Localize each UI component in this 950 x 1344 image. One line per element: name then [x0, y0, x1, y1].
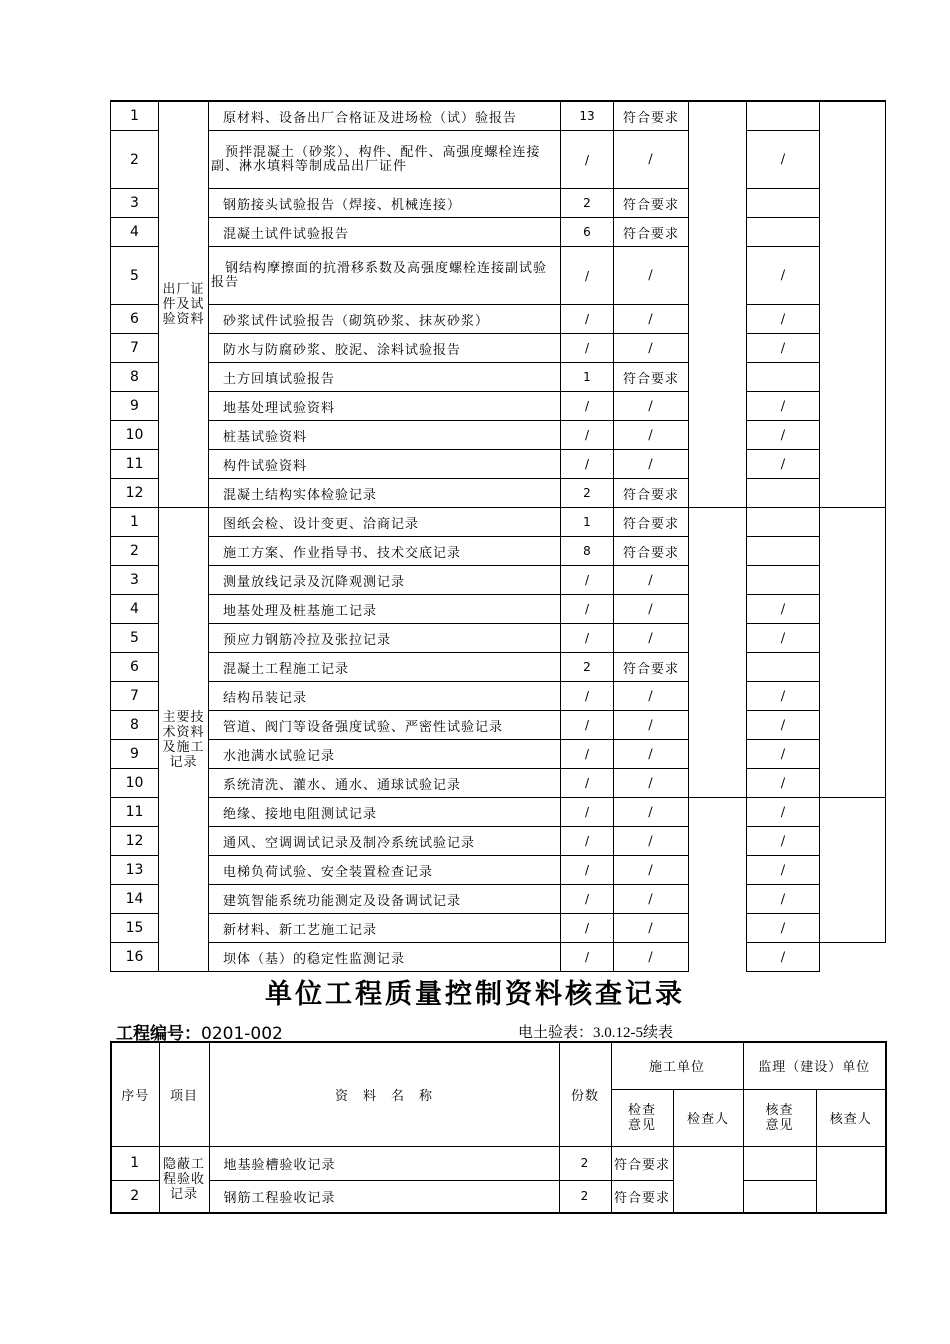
- checker-cell: [689, 392, 747, 421]
- table-row: [111, 769, 886, 798]
- row-name: 混凝土试件试验报告: [209, 218, 561, 247]
- checker-cell: [689, 421, 747, 450]
- row-name: 砂浆试件试验报告（砌筑砂浆、抹灰砂浆）: [209, 305, 561, 334]
- reviewer-cell: [820, 334, 886, 363]
- row-name: 土方回填试验报告: [209, 363, 561, 392]
- row-check: /: [747, 798, 820, 827]
- header-review-opinion: [743, 1089, 816, 1146]
- row-check: /: [747, 711, 820, 740]
- row-name: 构件试验资料: [209, 450, 561, 479]
- row-result: /: [614, 566, 689, 595]
- row-count: 2: [559, 1180, 611, 1213]
- row-check: /: [747, 914, 820, 943]
- row-result: 符合要求: [611, 1180, 673, 1213]
- row-result: /: [614, 798, 689, 827]
- reviewer-cell: [820, 101, 886, 131]
- checker-cell: [689, 189, 747, 218]
- row-check: /: [747, 740, 820, 769]
- row-result: /: [614, 769, 689, 798]
- reviewer-cell: [816, 1146, 886, 1213]
- row-check: [747, 537, 820, 566]
- table-row: [111, 392, 886, 421]
- table-row: [111, 624, 886, 653]
- row-no: 11: [111, 450, 159, 479]
- row-check: /: [747, 305, 820, 334]
- row-name: 原材料、设备出厂合格证及进场检（试）验报告: [209, 101, 561, 131]
- row-result: /: [614, 450, 689, 479]
- header-checker: 检查人: [673, 1089, 743, 1146]
- row-check: /: [747, 827, 820, 856]
- row-count: /: [561, 856, 614, 885]
- row-check: [747, 363, 820, 392]
- row-no: 1: [111, 1146, 159, 1180]
- row-no: 8: [111, 711, 159, 740]
- row-no: 9: [111, 740, 159, 769]
- checker-cell: [689, 740, 747, 769]
- checker-cell: [689, 334, 747, 363]
- row-no: 7: [111, 334, 159, 363]
- row-check: [747, 218, 820, 247]
- row-result: /: [614, 247, 689, 305]
- row-no: 2: [111, 537, 159, 566]
- project-code: 0201-002: [201, 1024, 283, 1044]
- table-row: [111, 943, 886, 972]
- table-row: [111, 1180, 886, 1213]
- row-name: 结构吊装记录: [209, 682, 561, 711]
- row-name: 桩基试验资料: [209, 421, 561, 450]
- table-row: [111, 711, 886, 740]
- row-result: 符合要求: [614, 218, 689, 247]
- row-name: 通风、空调调试记录及制冷系统试验记录: [209, 827, 561, 856]
- table-row: [111, 595, 886, 624]
- row-count: /: [561, 827, 614, 856]
- row-check: [747, 101, 820, 131]
- checker-cell: [689, 827, 747, 856]
- reviewer-cell: [820, 856, 886, 885]
- row-no: 11: [111, 798, 159, 827]
- table-row: [111, 508, 886, 537]
- header-check-opinion-text: 检查意见: [627, 1102, 656, 1133]
- row-no: 2: [111, 131, 159, 189]
- row-check: /: [747, 624, 820, 653]
- row-check: [747, 189, 820, 218]
- row-result: /: [614, 914, 689, 943]
- row-no: 10: [111, 421, 159, 450]
- project-label: 工程编号：: [116, 1024, 201, 1044]
- row-check: /: [747, 682, 820, 711]
- table-row: [111, 218, 886, 247]
- checker-cell: [689, 682, 747, 711]
- reviewer-cell: [820, 421, 886, 450]
- row-no: 2: [111, 1180, 159, 1213]
- row-count: /: [561, 798, 614, 827]
- row-name: 测量放线记录及沉降观测记录: [209, 566, 561, 595]
- header-reviewer: 核查人: [816, 1089, 886, 1146]
- row-count: 8: [561, 537, 614, 566]
- row-count: 6: [561, 218, 614, 247]
- reviewer-cell: [820, 914, 886, 943]
- row-check: /: [747, 131, 820, 189]
- checker-cell: [673, 1146, 743, 1213]
- row-result: /: [614, 305, 689, 334]
- row-result: /: [614, 943, 689, 972]
- reviewer-cell: [820, 363, 886, 392]
- review-opinion-cell: [743, 1180, 816, 1213]
- table-row: [111, 566, 886, 595]
- reviewer-cell: [820, 247, 886, 305]
- reviewer-cell: [820, 450, 886, 479]
- row-name: 混凝土工程施工记录: [209, 653, 561, 682]
- row-check: /: [747, 885, 820, 914]
- row-count: /: [561, 595, 614, 624]
- row-name: 地基处理及桩基施工记录: [209, 595, 561, 624]
- row-result: 符合要求: [614, 479, 689, 508]
- upper-record-table: [110, 100, 886, 972]
- reviewer-cell: [820, 943, 886, 972]
- row-count: /: [561, 682, 614, 711]
- table-row: [111, 653, 886, 682]
- row-count: /: [561, 740, 614, 769]
- row-result: /: [614, 334, 689, 363]
- table-row: [111, 450, 886, 479]
- row-count: /: [561, 305, 614, 334]
- row-check: /: [747, 769, 820, 798]
- row-result: 符合要求: [614, 537, 689, 566]
- row-count: 2: [561, 653, 614, 682]
- row-check: /: [747, 334, 820, 363]
- table-row: [111, 247, 886, 305]
- table-row: [111, 537, 886, 566]
- checker-cell: [689, 624, 747, 653]
- checker-cell: [689, 566, 747, 595]
- row-no: 1: [111, 508, 159, 537]
- row-check: [747, 653, 820, 682]
- row-count: /: [561, 943, 614, 972]
- header-check-opinion: [611, 1089, 673, 1146]
- table-row: [111, 740, 886, 769]
- row-count: /: [561, 769, 614, 798]
- table-row: [111, 827, 886, 856]
- table-row: [111, 101, 886, 131]
- row-name: 地基验槽验收记录: [209, 1146, 559, 1180]
- table-row: [111, 914, 886, 943]
- checker-cell: [689, 595, 747, 624]
- row-name: 地基处理试验资料: [209, 392, 561, 421]
- reviewer-cell: [820, 595, 886, 624]
- row-check: /: [747, 421, 820, 450]
- row-name: 预拌混凝土（砂浆）、构件、配件、高强度螺栓连接副、淋水填料等制成品出厂证件: [209, 131, 561, 189]
- table-row: [111, 189, 886, 218]
- row-check: /: [747, 595, 820, 624]
- row-check: [747, 566, 820, 595]
- row-name: 电梯负荷试验、安全装置检查记录: [209, 856, 561, 885]
- row-result: /: [614, 131, 689, 189]
- table-row: [111, 334, 886, 363]
- row-no: 12: [111, 479, 159, 508]
- row-no: 7: [111, 682, 159, 711]
- review-opinion-cell: [743, 1146, 816, 1180]
- checker-cell: [689, 885, 747, 914]
- reviewer-cell: [820, 537, 886, 566]
- row-name: 坝体（基）的稳定性监测记录: [209, 943, 561, 972]
- row-name: 施工方案、作业指导书、技术交底记录: [209, 537, 561, 566]
- table-row: [111, 856, 886, 885]
- category-cell: 主要技术资料及施工记录: [159, 508, 209, 972]
- row-result: 符合要求: [614, 508, 689, 537]
- table-row: [111, 682, 886, 711]
- reviewer-cell: [820, 624, 886, 653]
- reviewer-cell: [820, 392, 886, 421]
- row-result: 符合要求: [614, 653, 689, 682]
- row-result: 符合要求: [614, 101, 689, 131]
- checker-cell: [689, 943, 747, 972]
- row-name: 图纸会检、设计变更、洽商记录: [209, 508, 561, 537]
- reviewer-cell: [820, 682, 886, 711]
- row-result: /: [614, 421, 689, 450]
- row-count: 2: [561, 189, 614, 218]
- checker-cell: [689, 218, 747, 247]
- lower-record-table: [110, 1041, 887, 1214]
- category-cell: 出厂证件及试验资料: [159, 101, 209, 508]
- reviewer-cell: [820, 508, 886, 537]
- table-row: [111, 798, 886, 827]
- row-name: 钢筋接头试验报告（焊接、机械连接）: [209, 189, 561, 218]
- reviewer-cell: [820, 479, 886, 508]
- checker-cell: [689, 711, 747, 740]
- table-row: [111, 1146, 886, 1180]
- header-review-opinion-text: 核查意见: [765, 1102, 794, 1133]
- row-count: /: [561, 392, 614, 421]
- header-construction-unit: 施工单位: [611, 1042, 743, 1089]
- row-name: 水池满水试验记录: [209, 740, 561, 769]
- row-no: 4: [111, 218, 159, 247]
- table-row: [111, 363, 886, 392]
- form-code: 电土验表：3.0.12-5续表: [518, 1025, 673, 1041]
- checker-cell: [689, 653, 747, 682]
- row-result: /: [614, 392, 689, 421]
- row-count: 2: [561, 479, 614, 508]
- row-no: 16: [111, 943, 159, 972]
- checker-cell: [689, 101, 747, 131]
- table-row: [111, 131, 886, 189]
- reviewer-cell: [820, 769, 886, 798]
- row-count: /: [561, 421, 614, 450]
- row-no: 3: [111, 566, 159, 595]
- checker-cell: [689, 305, 747, 334]
- row-name: 防水与防腐砂浆、胶泥、涂料试验报告: [209, 334, 561, 363]
- row-check: /: [747, 856, 820, 885]
- header-item: 项目: [159, 1042, 209, 1146]
- row-name: 新材料、新工艺施工记录: [209, 914, 561, 943]
- table-row: [111, 305, 886, 334]
- row-no: 5: [111, 624, 159, 653]
- row-result: /: [614, 595, 689, 624]
- row-no: 10: [111, 769, 159, 798]
- row-name: 混凝土结构实体检验记录: [209, 479, 561, 508]
- row-count: /: [561, 450, 614, 479]
- row-name: 钢结构摩擦面的抗滑移系数及高强度螺栓连接副试验报告: [209, 247, 561, 305]
- reviewer-cell: [820, 885, 886, 914]
- row-result: /: [614, 885, 689, 914]
- header-no: 序号: [111, 1042, 159, 1146]
- row-check: /: [747, 392, 820, 421]
- reviewer-cell: [820, 566, 886, 595]
- row-count: /: [561, 711, 614, 740]
- row-result: /: [614, 827, 689, 856]
- row-name: 钢筋工程验收记录: [209, 1180, 559, 1213]
- checker-cell: [689, 131, 747, 189]
- row-name: 绝缘、接地电阻测试记录: [209, 798, 561, 827]
- checker-cell: [689, 363, 747, 392]
- table-row: [111, 885, 886, 914]
- row-result: /: [614, 740, 689, 769]
- row-no: 5: [111, 247, 159, 305]
- checker-cell: [689, 537, 747, 566]
- header-name: 资 料 名 称: [209, 1042, 559, 1146]
- row-result: /: [614, 711, 689, 740]
- row-count: /: [561, 914, 614, 943]
- row-no: 6: [111, 305, 159, 334]
- category-cell: 隐蔽工程验收记录: [159, 1146, 209, 1213]
- row-no: 15: [111, 914, 159, 943]
- row-count: 13: [561, 101, 614, 131]
- row-count: /: [561, 334, 614, 363]
- row-check: /: [747, 450, 820, 479]
- row-count: /: [561, 624, 614, 653]
- reviewer-cell: [820, 218, 886, 247]
- page-title: 单位工程质量控制资料核查记录: [265, 979, 685, 1010]
- row-no: 3: [111, 189, 159, 218]
- row-check: [747, 508, 820, 537]
- checker-cell: [689, 247, 747, 305]
- row-name: 建筑智能系统功能测定及设备调试记录: [209, 885, 561, 914]
- row-count: 1: [561, 363, 614, 392]
- row-name: 预应力钢筋冷拉及张拉记录: [209, 624, 561, 653]
- reviewer-cell: [820, 711, 886, 740]
- row-count: /: [561, 131, 614, 189]
- reviewer-cell: [820, 653, 886, 682]
- reviewer-cell: [820, 189, 886, 218]
- row-no: 9: [111, 392, 159, 421]
- checker-cell: [689, 479, 747, 508]
- row-name: 系统清洗、灌水、通水、通球试验记录: [209, 769, 561, 798]
- row-check: /: [747, 943, 820, 972]
- checker-cell: [689, 914, 747, 943]
- row-no: 4: [111, 595, 159, 624]
- row-no: 12: [111, 827, 159, 856]
- checker-cell: [689, 856, 747, 885]
- reviewer-cell: [820, 740, 886, 769]
- reviewer-cell: [820, 131, 886, 189]
- table-row: [111, 421, 886, 450]
- row-count: /: [561, 247, 614, 305]
- row-result: 符合要求: [611, 1146, 673, 1180]
- row-result: 符合要求: [614, 363, 689, 392]
- table-row: [111, 479, 886, 508]
- row-count: 1: [561, 508, 614, 537]
- row-no: 14: [111, 885, 159, 914]
- row-name: 管道、阀门等设备强度试验、严密性试验记录: [209, 711, 561, 740]
- header-count: 份数: [559, 1042, 611, 1146]
- row-no: 6: [111, 653, 159, 682]
- checker-cell: [689, 798, 747, 827]
- row-count: /: [561, 885, 614, 914]
- checker-cell: [689, 769, 747, 798]
- row-result: /: [614, 682, 689, 711]
- row-result: 符合要求: [614, 189, 689, 218]
- row-count: /: [561, 566, 614, 595]
- row-no: 13: [111, 856, 159, 885]
- row-no: 1: [111, 101, 159, 131]
- row-result: /: [614, 856, 689, 885]
- row-check: [747, 479, 820, 508]
- checker-cell: [689, 508, 747, 537]
- reviewer-cell: [820, 827, 886, 856]
- row-count: 2: [559, 1146, 611, 1180]
- header-supervision-unit: 监理（建设）单位: [743, 1042, 886, 1089]
- checker-cell: [689, 450, 747, 479]
- reviewer-cell: [820, 798, 886, 827]
- row-check: /: [747, 247, 820, 305]
- reviewer-cell: [820, 305, 886, 334]
- row-no: 8: [111, 363, 159, 392]
- row-result: /: [614, 624, 689, 653]
